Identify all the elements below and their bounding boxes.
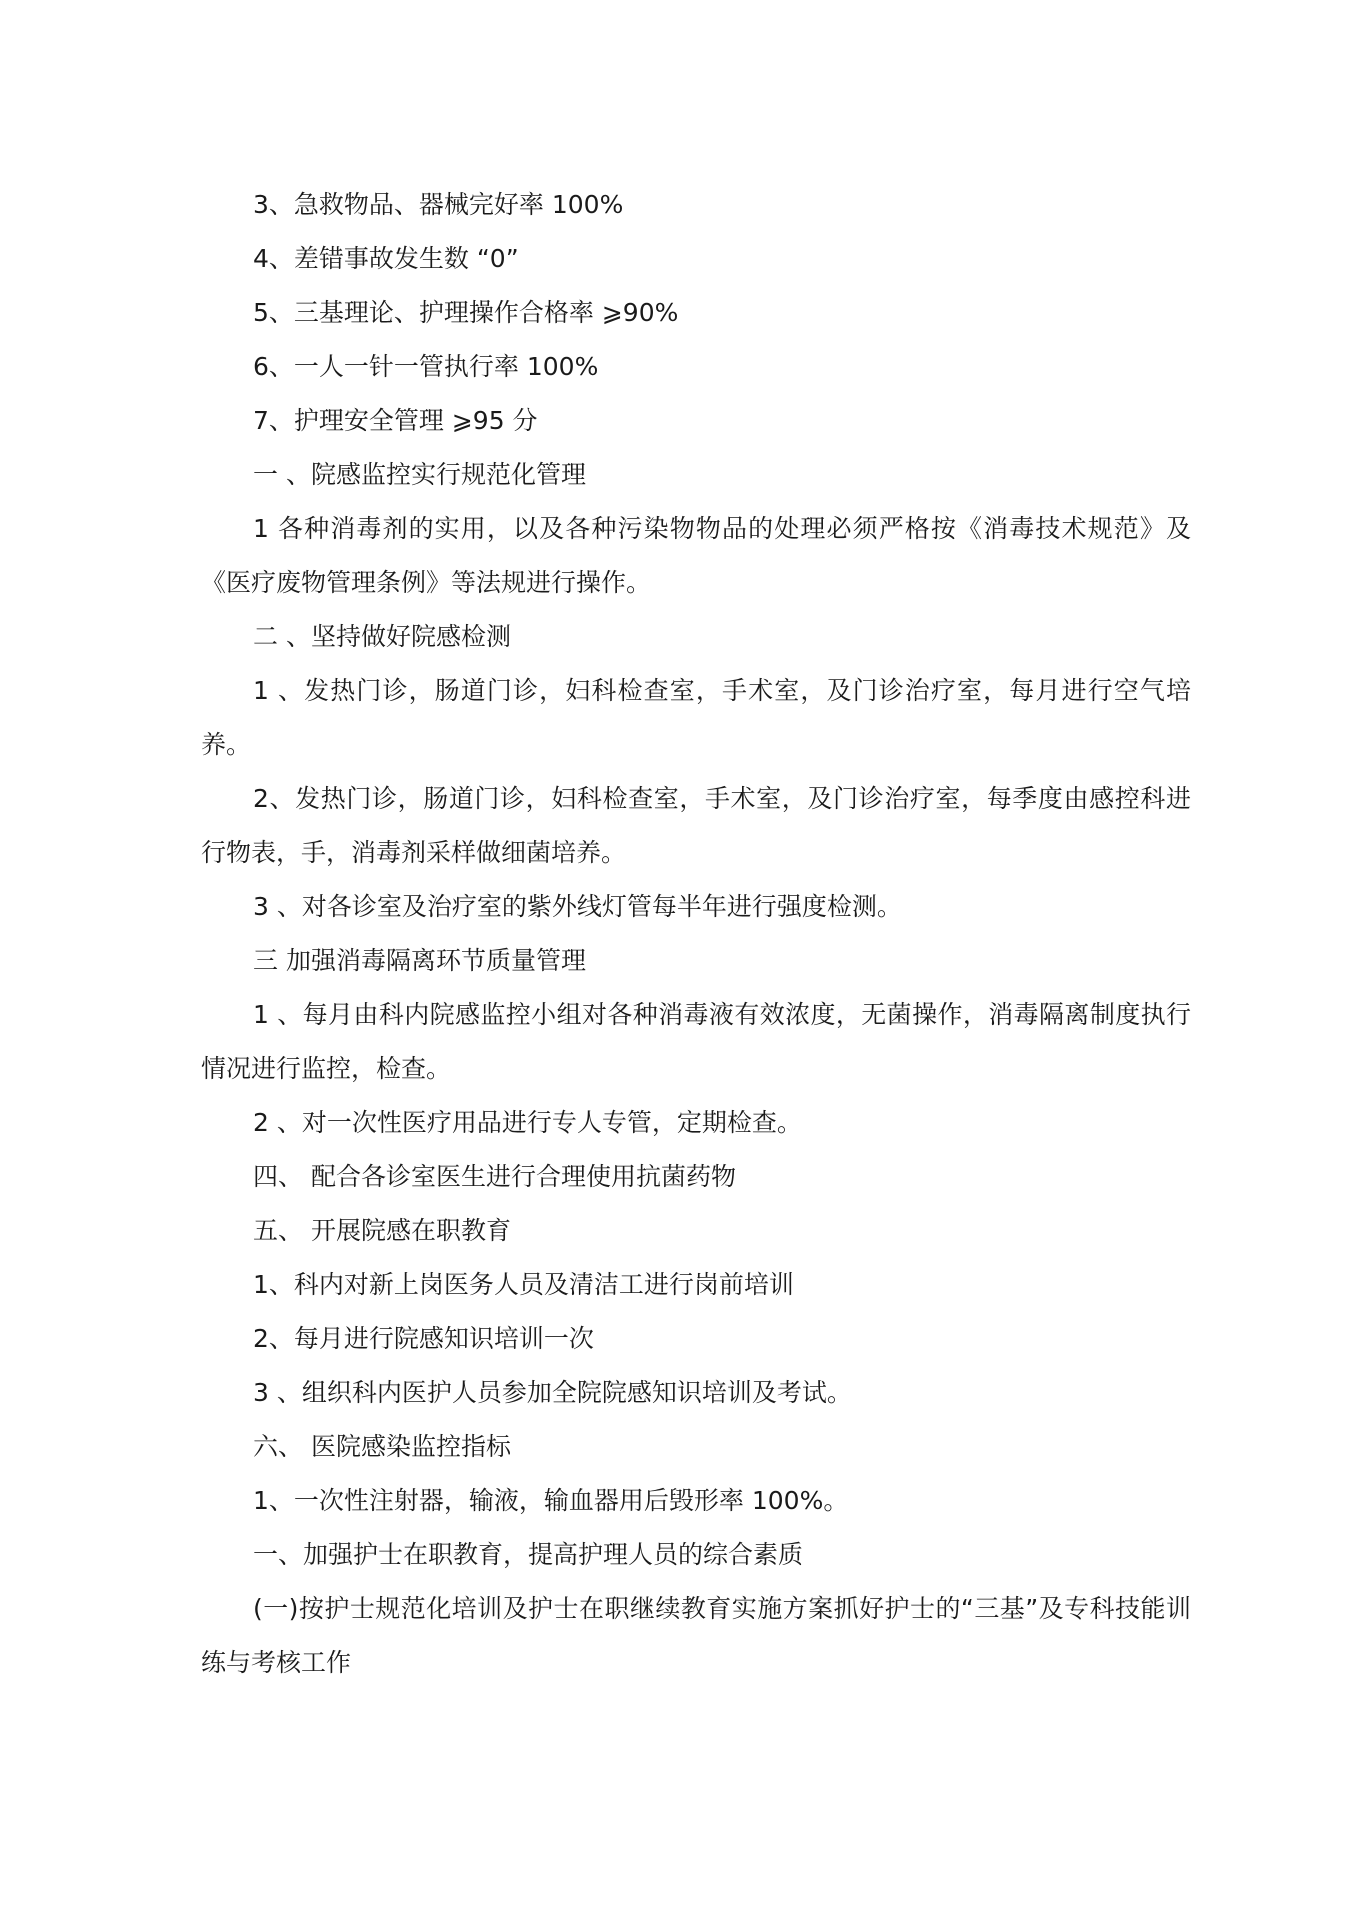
document-body — [201, 178, 1191, 1690]
section-heading: 六、 医院感染监控指标 — [253, 1432, 511, 1461]
list-item: 7、护理安全管理 ⩾95 分 — [253, 406, 538, 435]
list-item: 2、发热门诊，肠道门诊，妇科检查室，手术室，及门诊治疗室，每季度由感控科进行物表，手，消毒剂采样做细菌培养。 — [201, 784, 1191, 867]
list-item: 1、科内对新上岗医务人员及清洁工进行岗前培训 — [253, 1270, 794, 1299]
section-heading: 一、加强护士在职教育，提高护理人员的综合素质 — [253, 1540, 804, 1569]
list-item: 1 、发热门诊，肠道门诊，妇科检查室，手术室，及门诊治疗室，每月进行空气培养。 — [201, 676, 1191, 759]
list-item: 2 、对一次性医疗用品进行专人专管，定期检查。 — [253, 1108, 802, 1137]
list-item: 6、一人一针一管执行率 100% — [253, 352, 599, 381]
list-item: 3 、组织科内医护人员参加全院院感知识培训及考试。 — [253, 1378, 852, 1407]
list-item: 5、三基理论、护理操作合格率 ⩾90% — [253, 298, 679, 327]
list-item: 3 、对各诊室及治疗室的紫外线灯管每半年进行强度检测。 — [253, 892, 902, 921]
section-heading: 三 加强消毒隔离环节质量管理 — [253, 946, 586, 975]
section-heading: 一 、院感监控实行规范化管理 — [253, 460, 586, 489]
section-heading: 五、 开展院感在职教育 — [253, 1216, 511, 1245]
list-item: 3、急救物品、器械完好率 100% — [253, 190, 624, 219]
list-item: 1、一次性注射器，输液，输血器用后毁形率 100%。 — [253, 1486, 849, 1515]
list-item: 2、每月进行院感知识培训一次 — [253, 1324, 594, 1353]
list-item: 1 、每月由科内院感监控小组对各种消毒液有效浓度，无菌操作，消毒隔离制度执行情况进行监控，检查。 — [201, 1000, 1191, 1083]
list-item: (一)按护士规范化培训及护士在职继续教育实施方案抓好护士的“三基”及专科技能训练与考核工作 — [201, 1594, 1191, 1677]
list-item: 4、差错事故发生数 “0” — [253, 244, 519, 273]
section-heading: 二 、坚持做好院感检测 — [253, 622, 511, 651]
section-heading: 四、 配合各诊室医生进行合理使用抗菌药物 — [253, 1162, 736, 1191]
list-item: 1 各种消毒剂的实用，以及各种污染物物品的处理必须严格按《消毒技术规范》及《医疗废物管理条例》等法规进行操作。 — [201, 514, 1191, 597]
